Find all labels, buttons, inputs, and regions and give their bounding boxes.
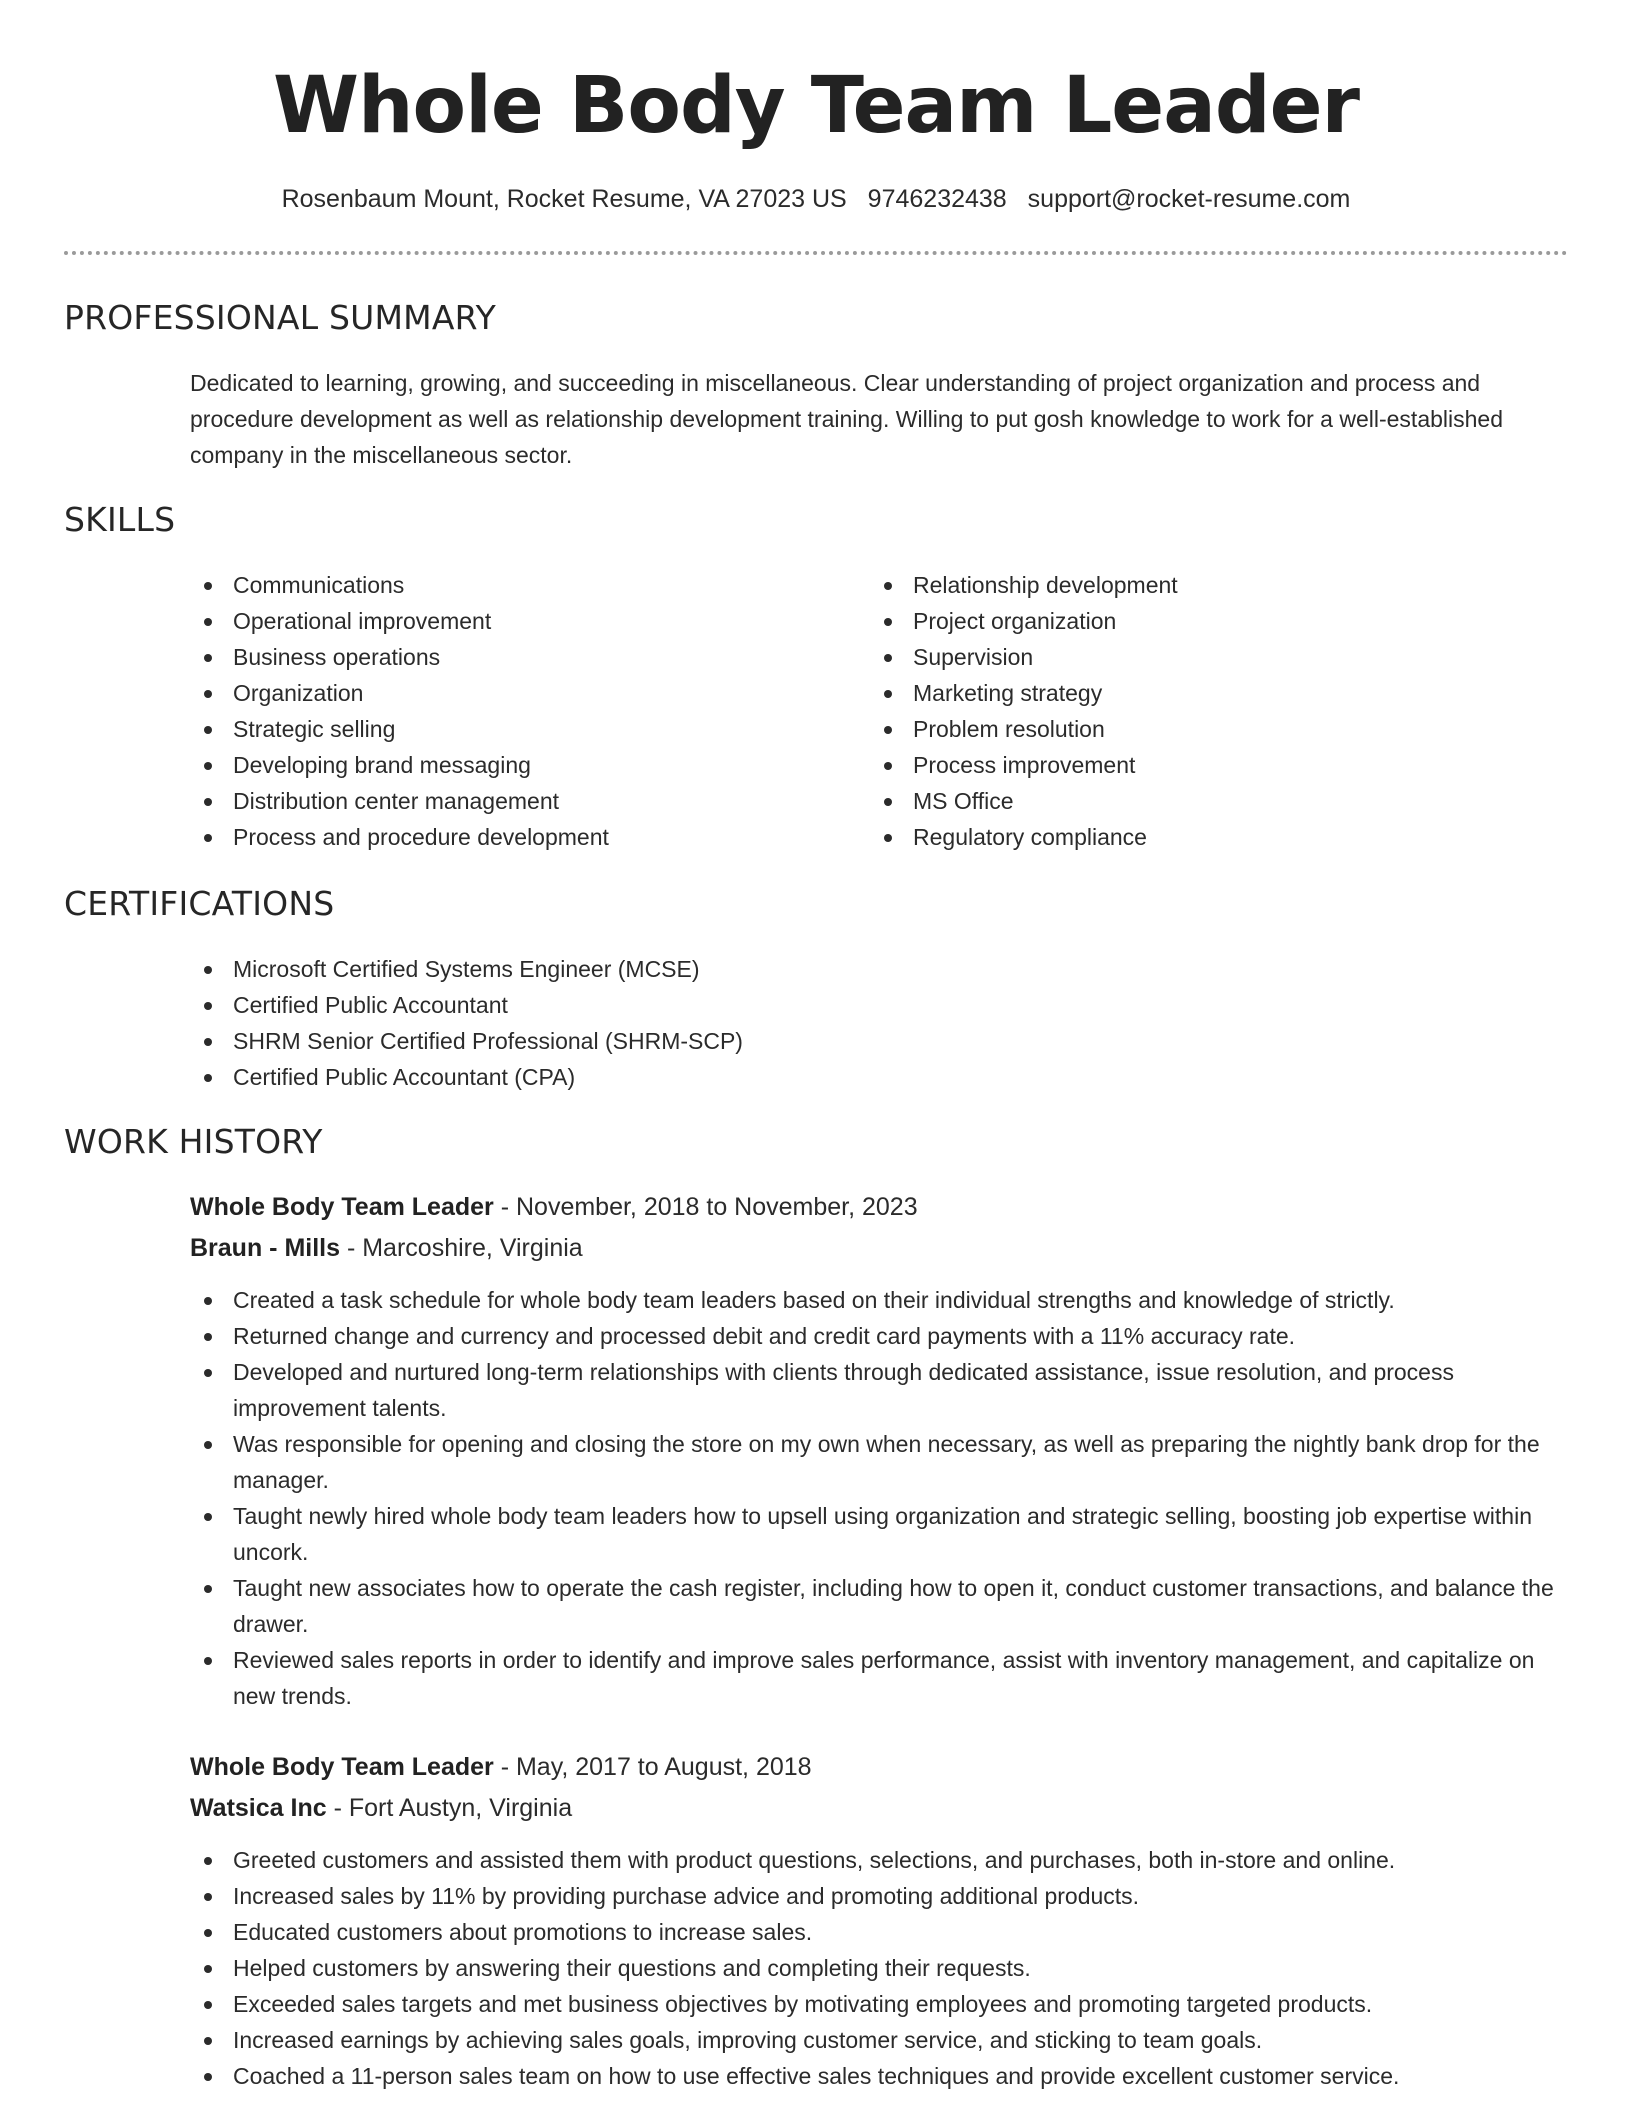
- job-role: Whole Body Team Leader: [190, 1753, 494, 1781]
- job-bullet: Taught newly hired whole body team leaders how to upsell using organization and strategic selling, boosting job expertise within uncork.: [190, 1498, 1570, 1570]
- certification-item: Certified Public Accountant: [190, 987, 1568, 1023]
- skill-item: Problem resolution: [870, 711, 1530, 747]
- job-bullet: Taught new associates how to operate the cash register, including how to open it, conduct customer transactions, and balance the drawer.: [190, 1570, 1570, 1642]
- contact-email: support@rocket-resume.com: [1027, 185, 1351, 213]
- skill-item: Regulatory compliance: [870, 819, 1530, 855]
- job-bullet: Increased earnings by achieving sales goals, improving customer service, and sticking to team goals.: [190, 2022, 1570, 2058]
- skills-heading: SKILLS: [64, 500, 176, 539]
- skill-item: Marketing strategy: [870, 675, 1530, 711]
- job-company: Watsica Inc: [190, 1794, 327, 1822]
- skill-item: Operational improvement: [190, 603, 850, 639]
- job-bullet: Helped customers by answering their questions and completing their requests.: [190, 1950, 1570, 1986]
- job-dates: - May, 2017 to August, 2018: [493, 1753, 812, 1781]
- contact-address: Rosenbaum Mount, Rocket Resume, VA 27023 US: [281, 185, 847, 213]
- job-company-line: [190, 1231, 583, 1265]
- certification-item: Microsoft Certified Systems Engineer (MCSE): [190, 951, 1568, 987]
- job-bullets: [190, 1282, 1570, 1714]
- summary-heading: PROFESSIONAL SUMMARY: [64, 298, 496, 337]
- skill-item: Process improvement: [870, 747, 1530, 783]
- job-bullets: [190, 1842, 1570, 2094]
- contact-phone: 9746232438: [867, 185, 1007, 213]
- certification-item: SHRM Senior Certified Professional (SHRM-SCP): [190, 1023, 1568, 1059]
- resume-name: Whole Body Team Leader: [272, 61, 1360, 151]
- summary-text: Dedicated to learning, growing, and succeeding in miscellaneous. Clear understanding of project organization and process and procedure development as well as relationship development training. Willing to put gosh knowledge to work for a well-established company in the miscellaneous sector.: [190, 370, 1503, 468]
- job-company-line: [190, 1791, 572, 1825]
- job-bullet: Was responsible for opening and closing the store on my own when necessary, as well as preparing the nightly bank drop for the manager.: [190, 1426, 1570, 1498]
- skill-item: Project organization: [870, 603, 1530, 639]
- skill-item: Developing brand messaging: [190, 747, 850, 783]
- job-location: - Fort Austyn, Virginia: [326, 1794, 573, 1822]
- skill-item: Communications: [190, 567, 850, 603]
- job-bullet: Increased sales by 11% by providing purchase advice and promoting additional products.: [190, 1878, 1570, 1914]
- contact-line: [0, 182, 1632, 216]
- skill-item: Relationship development: [870, 567, 1530, 603]
- skill-item: Supervision: [870, 639, 1530, 675]
- job-role: Whole Body Team Leader: [190, 1193, 494, 1221]
- skill-item: Distribution center management: [190, 783, 850, 819]
- job-location: - Marcoshire, Virginia: [340, 1234, 583, 1262]
- skills-list-right: [870, 567, 1530, 855]
- job-bullet: Coached a 11-person sales team on how to use effective sales techniques and provide excellent customer service.: [190, 2058, 1570, 2094]
- skill-item: Strategic selling: [190, 711, 850, 747]
- job-title-line: [190, 1750, 812, 1784]
- job-bullet: Reviewed sales reports in order to identify and improve sales performance, assist with inventory management, and capitalize on new trends.: [190, 1642, 1570, 1714]
- certifications-list: [190, 951, 1568, 1095]
- job-bullet: Created a task schedule for whole body team leaders based on their individual strengths and knowledge of strictly.: [190, 1282, 1570, 1318]
- certification-item: Certified Public Accountant (CPA): [190, 1059, 1568, 1095]
- job-title-line: [190, 1190, 918, 1224]
- skill-item: Organization: [190, 675, 850, 711]
- job-bullet: Educated customers about promotions to increase sales.: [190, 1914, 1570, 1950]
- skill-item: Process and procedure development: [190, 819, 850, 855]
- job-dates: - November, 2018 to November, 2023: [493, 1193, 918, 1221]
- skill-item: Business operations: [190, 639, 850, 675]
- certifications-heading: CERTIFICATIONS: [64, 884, 335, 923]
- job-company: Braun - Mills: [190, 1234, 341, 1262]
- skills-list-left: [190, 567, 850, 855]
- job-bullet: Exceeded sales targets and met business objectives by motivating employees and promoting targeted products.: [190, 1986, 1570, 2022]
- job-bullet: Returned change and currency and processed debit and credit card payments with a 11% accuracy rate.: [190, 1318, 1570, 1354]
- job-bullet: Greeted customers and assisted them with product questions, selections, and purchases, both in-store and online.: [190, 1842, 1570, 1878]
- skill-item: MS Office: [870, 783, 1530, 819]
- work-history-heading: WORK HISTORY: [64, 1122, 323, 1161]
- job-bullet: Developed and nurtured long-term relationships with clients through dedicated assistance, issue resolution, and process improvement talents.: [190, 1354, 1570, 1426]
- header-divider: [64, 251, 1568, 255]
